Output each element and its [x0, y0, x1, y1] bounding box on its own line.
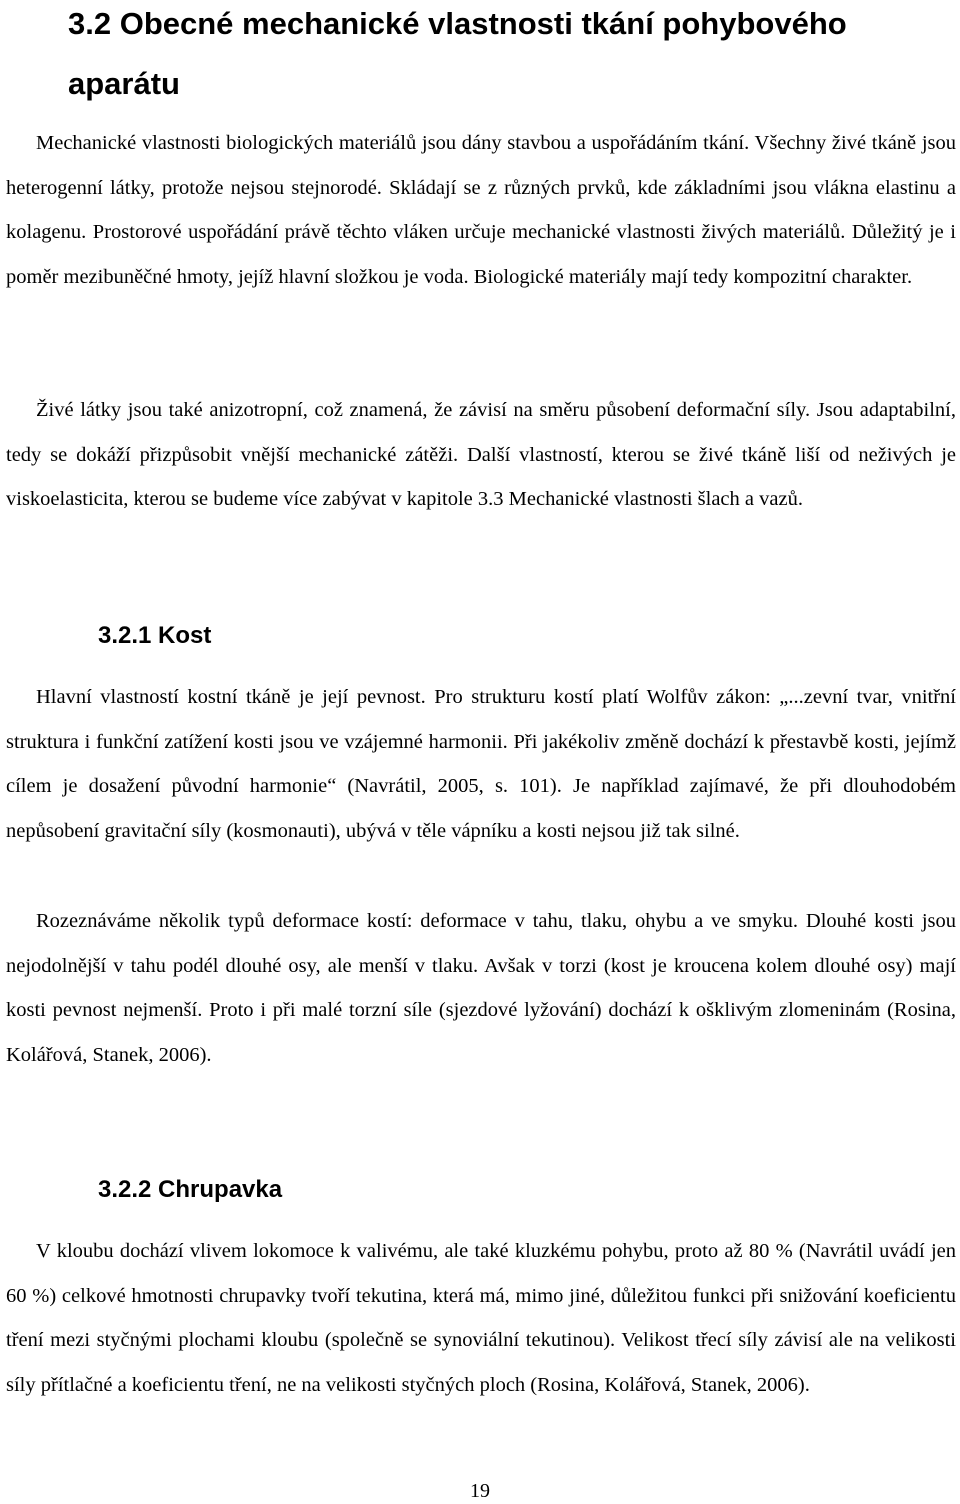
page-number: 19	[470, 1480, 490, 1502]
subsection-heading-chrupavka: 3.2.2 Chrupavka	[98, 1176, 283, 1203]
paragraph: Rozeznáváme několik typů deformace kostí: deformace v tahu, tlaku, ohybu a ve smyku. Dlouhé kosti jsou nejodolnější v tahu podél dlouhé osy, ale menší v tlaku. Avšak v torzi (kost je kroucena kolem dlouhé osy) mají kosti pevnost nejmenší. Proto i při malé torzní síle (sjezdové lyžování) dochází k ošklivým zlomeninám (Rosina, Kolářová, Stanek, 2006).	[6, 910, 956, 1066]
section-heading: 3.2 Obecné mechanické vlastnosti tkání pohybového aparátu	[68, 6, 847, 101]
paragraph: Mechanické vlastnosti biologických materiálů jsou dány stavbou a uspořádáním tkání. Všechny živé tkáně jsou heterogenní látky, protože nejsou stejnorodé. Skládají se z různých prvků, kde základními jsou vlákna elastinu a kolagenu. Prostorové uspořádání právě těchto vláken určuje mechanické vlastnosti živých materiálů. Důležitý je i poměr mezibuněčné hmoty, jejíž hlavní složkou je voda. Biologické materiály mají tedy kompozitní charakter.	[6, 132, 956, 288]
paragraph: Živé látky jsou také anizotropní, což znamená, že závisí na směru působení deformační síly. Jsou adaptabilní, tedy se dokáží přizpůsobit vnější mechanické zátěži. Další vlastností, kterou se živé tkáně liší od neživých je viskoelasticita, kterou se budeme více zabývat v kapitole 3.3 Mechanické vlastnosti šlach a vazů.	[6, 399, 956, 510]
subsection-heading-kost: 3.2.1 Kost	[98, 622, 212, 649]
paragraph: V kloubu dochází vlivem lokomoce k valivému, ale také kluzkému pohybu, proto až 80 % (Navrátil uvádí jen 60 %) celkové hmotnosti chrupavky tvoří tekutina, která má, mimo jiné, důležitou funkci při snižování koeficientu tření mezi styčnými plochami kloubu (společně se synoviální tekutinou). Velikost třecí síly závisí ale na velikosti síly přítlačné a koeficientu tření, ne na velikosti styčných ploch (Rosina, Kolářová, Stanek, 2006).	[6, 1240, 956, 1396]
paragraph: Hlavní vlastností kostní tkáně je její pevnost. Pro strukturu kostí platí Wolfův zákon: „...zevní tvar, vnitřní struktura i funkční zatížení kosti jsou ve vzájemné harmonii. Při jakékoliv změně dochází k přestavbě kosti, jejímž cílem je dosažení původní harmonie“ (Navrátil, 2005, s. 101). Je například zajímavé, že při dlouhodobém nepůsobení gravitační síly (kosmonauti), ubývá v těle vápníku a kosti nejsou již tak silné.	[6, 686, 956, 842]
